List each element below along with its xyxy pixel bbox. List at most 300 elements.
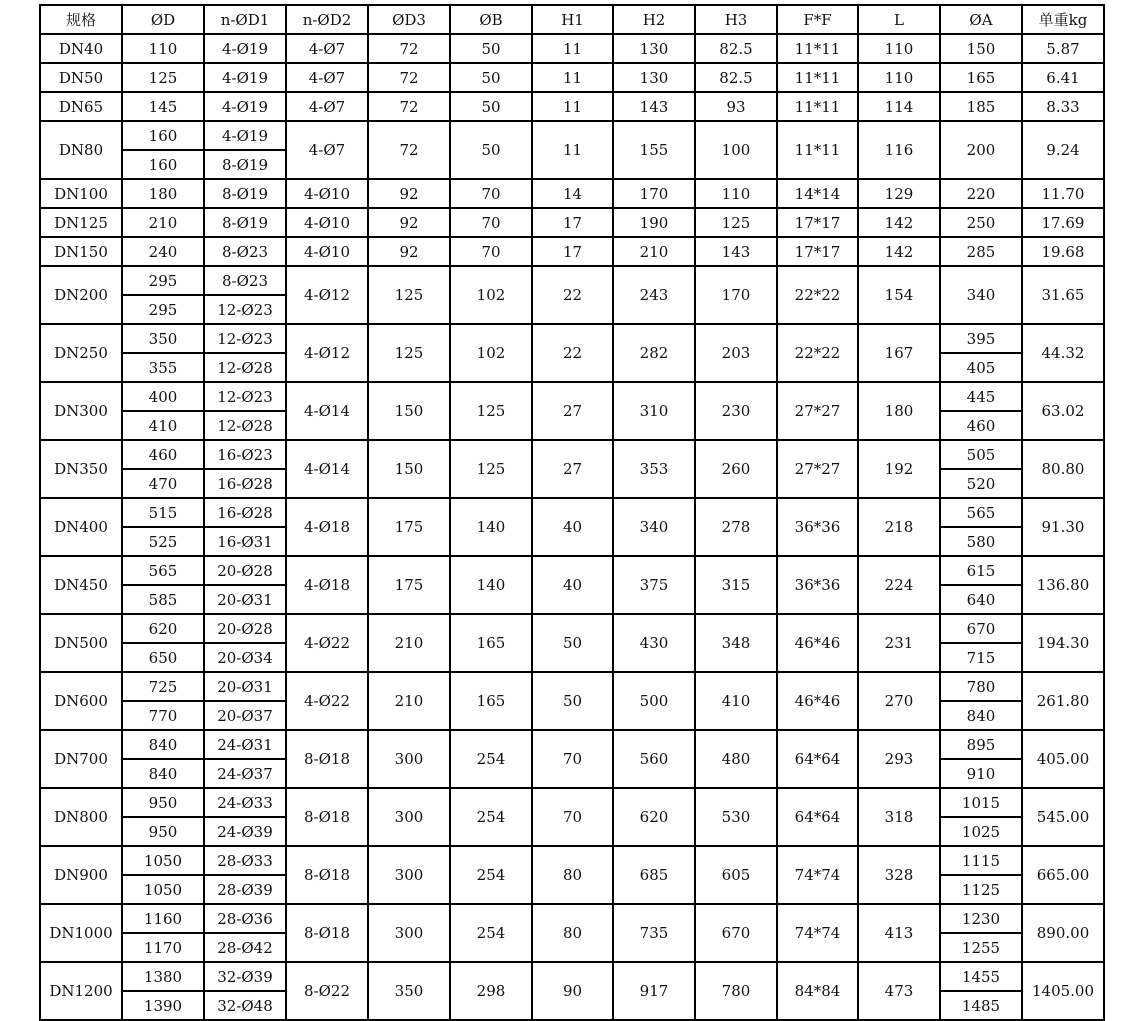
ob-cell: 70 [450, 208, 532, 237]
h1-cell: 50 [532, 614, 613, 672]
od-cell: 770 [122, 701, 204, 730]
l-cell: 167 [858, 324, 940, 382]
nd1-cell: 4-Ø19 [204, 121, 286, 150]
od-cell: 840 [122, 730, 204, 759]
table-row [40, 788, 1104, 817]
od3-cell: 300 [368, 904, 450, 962]
h3-cell: 410 [695, 672, 777, 730]
ob-cell: 254 [450, 904, 532, 962]
spec-cell: DN350 [40, 440, 122, 498]
table-row [40, 846, 1104, 875]
oa-cell: 1255 [940, 933, 1022, 962]
l-cell: 473 [858, 962, 940, 1020]
od-cell: 295 [122, 266, 204, 295]
oa-cell: 580 [940, 527, 1022, 556]
od-cell: 620 [122, 614, 204, 643]
od-cell: 355 [122, 353, 204, 382]
h1-cell: 22 [532, 324, 613, 382]
oa-cell: 250 [940, 208, 1022, 237]
table-row [40, 672, 1104, 701]
table-row [40, 92, 1104, 121]
h2-cell: 155 [613, 121, 695, 179]
ff-cell: 74*74 [777, 904, 858, 962]
ff-cell: 11*11 [777, 92, 858, 121]
table-row [40, 440, 1104, 469]
spec-cell: DN900 [40, 846, 122, 904]
weight-cell: 261.80 [1022, 672, 1104, 730]
oa-cell: 445 [940, 382, 1022, 411]
oa-cell: 200 [940, 121, 1022, 179]
oa-cell: 1485 [940, 991, 1022, 1020]
oa-cell: 895 [940, 730, 1022, 759]
nd1-cell: 20-Ø31 [204, 585, 286, 614]
spec-cell: DN100 [40, 179, 122, 208]
l-cell: 318 [858, 788, 940, 846]
ob-cell: 50 [450, 92, 532, 121]
column-header: L [858, 5, 940, 34]
ff-cell: 14*14 [777, 179, 858, 208]
nd1-cell: 20-Ø34 [204, 643, 286, 672]
nd2-cell: 4-Ø10 [286, 237, 368, 266]
oa-cell: 840 [940, 701, 1022, 730]
weight-cell: 136.80 [1022, 556, 1104, 614]
h2-cell: 917 [613, 962, 695, 1020]
weight-cell: 405.00 [1022, 730, 1104, 788]
table-row [40, 498, 1104, 527]
od3-cell: 175 [368, 498, 450, 556]
column-header: 规格 [40, 5, 122, 34]
h2-cell: 190 [613, 208, 695, 237]
oa-cell: 395 [940, 324, 1022, 353]
nd1-cell: 8-Ø19 [204, 179, 286, 208]
ob-cell: 254 [450, 788, 532, 846]
ob-cell: 50 [450, 34, 532, 63]
h2-cell: 340 [613, 498, 695, 556]
h1-cell: 11 [532, 63, 613, 92]
h1-cell: 11 [532, 121, 613, 179]
h2-cell: 210 [613, 237, 695, 266]
nd1-cell: 16-Ø28 [204, 498, 286, 527]
nd1-cell: 12-Ø23 [204, 382, 286, 411]
table-row [40, 962, 1104, 991]
spec-cell: DN450 [40, 556, 122, 614]
nd1-cell: 28-Ø39 [204, 875, 286, 904]
nd2-cell: 4-Ø14 [286, 440, 368, 498]
spec-cell: DN150 [40, 237, 122, 266]
h3-cell: 170 [695, 266, 777, 324]
oa-cell: 565 [940, 498, 1022, 527]
oa-cell: 505 [940, 440, 1022, 469]
nd1-cell: 20-Ø37 [204, 701, 286, 730]
od-cell: 565 [122, 556, 204, 585]
oa-cell: 1025 [940, 817, 1022, 846]
ff-cell: 27*27 [777, 440, 858, 498]
oa-cell: 1125 [940, 875, 1022, 904]
spec-table [39, 4, 1105, 1021]
weight-cell: 63.02 [1022, 382, 1104, 440]
od3-cell: 92 [368, 179, 450, 208]
nd2-cell: 4-Ø7 [286, 34, 368, 63]
h3-cell: 315 [695, 556, 777, 614]
h1-cell: 27 [532, 382, 613, 440]
nd2-cell: 4-Ø7 [286, 121, 368, 179]
oa-cell: 150 [940, 34, 1022, 63]
table-row [40, 266, 1104, 295]
nd1-cell: 12-Ø23 [204, 324, 286, 353]
l-cell: 224 [858, 556, 940, 614]
od3-cell: 92 [368, 237, 450, 266]
od-cell: 350 [122, 324, 204, 353]
od-cell: 160 [122, 150, 204, 179]
oa-cell: 340 [940, 266, 1022, 324]
table-row [40, 34, 1104, 63]
l-cell: 328 [858, 846, 940, 904]
ff-cell: 11*11 [777, 63, 858, 92]
ob-cell: 140 [450, 498, 532, 556]
ff-cell: 36*36 [777, 556, 858, 614]
h3-cell: 780 [695, 962, 777, 1020]
od-cell: 1050 [122, 875, 204, 904]
h2-cell: 560 [613, 730, 695, 788]
od3-cell: 72 [368, 34, 450, 63]
h1-cell: 70 [532, 788, 613, 846]
od3-cell: 125 [368, 324, 450, 382]
column-header: H3 [695, 5, 777, 34]
nd1-cell: 4-Ø19 [204, 34, 286, 63]
weight-cell: 890.00 [1022, 904, 1104, 962]
l-cell: 218 [858, 498, 940, 556]
h3-cell: 605 [695, 846, 777, 904]
ob-cell: 165 [450, 672, 532, 730]
ff-cell: 22*22 [777, 324, 858, 382]
weight-cell: 19.68 [1022, 237, 1104, 266]
column-header: 单重kg [1022, 5, 1104, 34]
weight-cell: 5.87 [1022, 34, 1104, 63]
l-cell: 413 [858, 904, 940, 962]
spec-cell: DN1000 [40, 904, 122, 962]
od3-cell: 350 [368, 962, 450, 1020]
ff-cell: 84*84 [777, 962, 858, 1020]
weight-cell: 8.33 [1022, 92, 1104, 121]
od-cell: 470 [122, 469, 204, 498]
od-cell: 125 [122, 63, 204, 92]
h1-cell: 11 [532, 92, 613, 121]
spec-cell: DN600 [40, 672, 122, 730]
oa-cell: 910 [940, 759, 1022, 788]
nd1-cell: 4-Ø19 [204, 92, 286, 121]
od-cell: 950 [122, 817, 204, 846]
spec-cell: DN80 [40, 121, 122, 179]
l-cell: 129 [858, 179, 940, 208]
od3-cell: 175 [368, 556, 450, 614]
weight-cell: 31.65 [1022, 266, 1104, 324]
nd1-cell: 28-Ø36 [204, 904, 286, 933]
od-cell: 585 [122, 585, 204, 614]
ff-cell: 27*27 [777, 382, 858, 440]
ob-cell: 50 [450, 121, 532, 179]
oa-cell: 220 [940, 179, 1022, 208]
od-cell: 400 [122, 382, 204, 411]
ob-cell: 165 [450, 614, 532, 672]
nd2-cell: 4-Ø18 [286, 556, 368, 614]
h3-cell: 100 [695, 121, 777, 179]
h1-cell: 40 [532, 556, 613, 614]
nd1-cell: 24-Ø33 [204, 788, 286, 817]
h1-cell: 17 [532, 237, 613, 266]
h1-cell: 80 [532, 904, 613, 962]
spec-cell: DN65 [40, 92, 122, 121]
ob-cell: 102 [450, 266, 532, 324]
weight-cell: 91.30 [1022, 498, 1104, 556]
nd1-cell: 8-Ø23 [204, 266, 286, 295]
column-header: ØD [122, 5, 204, 34]
nd2-cell: 4-Ø10 [286, 179, 368, 208]
ff-cell: 64*64 [777, 788, 858, 846]
od-cell: 525 [122, 527, 204, 556]
h3-cell: 278 [695, 498, 777, 556]
ff-cell: 46*46 [777, 672, 858, 730]
nd2-cell: 8-Ø18 [286, 730, 368, 788]
ff-cell: 64*64 [777, 730, 858, 788]
weight-cell: 9.24 [1022, 121, 1104, 179]
h3-cell: 110 [695, 179, 777, 208]
nd2-cell: 8-Ø22 [286, 962, 368, 1020]
nd1-cell: 28-Ø42 [204, 933, 286, 962]
nd2-cell: 8-Ø18 [286, 904, 368, 962]
nd1-cell: 8-Ø19 [204, 208, 286, 237]
table-header [40, 5, 1104, 34]
nd1-cell: 16-Ø31 [204, 527, 286, 556]
od-cell: 145 [122, 92, 204, 121]
nd1-cell: 20-Ø31 [204, 672, 286, 701]
ob-cell: 70 [450, 237, 532, 266]
oa-cell: 460 [940, 411, 1022, 440]
spec-cell: DN200 [40, 266, 122, 324]
nd1-cell: 24-Ø31 [204, 730, 286, 759]
h2-cell: 130 [613, 34, 695, 63]
l-cell: 142 [858, 237, 940, 266]
ob-cell: 102 [450, 324, 532, 382]
nd1-cell: 32-Ø48 [204, 991, 286, 1020]
weight-cell: 665.00 [1022, 846, 1104, 904]
nd1-cell: 24-Ø37 [204, 759, 286, 788]
table-row [40, 904, 1104, 933]
spec-cell: DN700 [40, 730, 122, 788]
weight-cell: 17.69 [1022, 208, 1104, 237]
h1-cell: 14 [532, 179, 613, 208]
spec-cell: DN40 [40, 34, 122, 63]
nd2-cell: 4-Ø12 [286, 266, 368, 324]
oa-cell: 670 [940, 614, 1022, 643]
h2-cell: 353 [613, 440, 695, 498]
nd1-cell: 16-Ø28 [204, 469, 286, 498]
l-cell: 293 [858, 730, 940, 788]
nd1-cell: 20-Ø28 [204, 556, 286, 585]
h2-cell: 310 [613, 382, 695, 440]
l-cell: 180 [858, 382, 940, 440]
od-cell: 410 [122, 411, 204, 440]
h1-cell: 70 [532, 730, 613, 788]
od3-cell: 150 [368, 440, 450, 498]
nd1-cell: 12-Ø23 [204, 295, 286, 324]
oa-cell: 715 [940, 643, 1022, 672]
ff-cell: 36*36 [777, 498, 858, 556]
od3-cell: 300 [368, 730, 450, 788]
header-row [40, 5, 1104, 34]
od-cell: 240 [122, 237, 204, 266]
od-cell: 650 [122, 643, 204, 672]
h1-cell: 17 [532, 208, 613, 237]
table-row [40, 614, 1104, 643]
table-row [40, 730, 1104, 759]
nd2-cell: 4-Ø14 [286, 382, 368, 440]
h3-cell: 530 [695, 788, 777, 846]
nd1-cell: 4-Ø19 [204, 63, 286, 92]
ob-cell: 125 [450, 382, 532, 440]
h2-cell: 143 [613, 92, 695, 121]
od-cell: 1160 [122, 904, 204, 933]
h3-cell: 143 [695, 237, 777, 266]
h1-cell: 50 [532, 672, 613, 730]
column-header: H2 [613, 5, 695, 34]
column-header: ØB [450, 5, 532, 34]
od3-cell: 300 [368, 846, 450, 904]
weight-cell: 6.41 [1022, 63, 1104, 92]
od-cell: 1170 [122, 933, 204, 962]
table-row [40, 382, 1104, 411]
oa-cell: 1230 [940, 904, 1022, 933]
nd1-cell: 8-Ø23 [204, 237, 286, 266]
ob-cell: 70 [450, 179, 532, 208]
l-cell: 142 [858, 208, 940, 237]
weight-cell: 545.00 [1022, 788, 1104, 846]
column-header: n-ØD2 [286, 5, 368, 34]
h2-cell: 500 [613, 672, 695, 730]
ff-cell: 46*46 [777, 614, 858, 672]
spec-cell: DN250 [40, 324, 122, 382]
column-header: H1 [532, 5, 613, 34]
od-cell: 160 [122, 121, 204, 150]
od-cell: 515 [122, 498, 204, 527]
column-header: ØA [940, 5, 1022, 34]
nd1-cell: 8-Ø19 [204, 150, 286, 179]
h3-cell: 125 [695, 208, 777, 237]
nd2-cell: 8-Ø18 [286, 788, 368, 846]
oa-cell: 1455 [940, 962, 1022, 991]
od3-cell: 92 [368, 208, 450, 237]
nd1-cell: 28-Ø33 [204, 846, 286, 875]
od3-cell: 300 [368, 788, 450, 846]
column-header: n-ØD1 [204, 5, 286, 34]
spec-cell: DN500 [40, 614, 122, 672]
oa-cell: 1015 [940, 788, 1022, 817]
h3-cell: 203 [695, 324, 777, 382]
h2-cell: 375 [613, 556, 695, 614]
oa-cell: 615 [940, 556, 1022, 585]
l-cell: 110 [858, 63, 940, 92]
nd1-cell: 12-Ø28 [204, 353, 286, 382]
oa-cell: 640 [940, 585, 1022, 614]
ob-cell: 298 [450, 962, 532, 1020]
nd1-cell: 12-Ø28 [204, 411, 286, 440]
spec-cell: DN400 [40, 498, 122, 556]
h2-cell: 130 [613, 63, 695, 92]
nd2-cell: 8-Ø18 [286, 846, 368, 904]
ob-cell: 254 [450, 730, 532, 788]
ob-cell: 140 [450, 556, 532, 614]
table-row [40, 63, 1104, 92]
od3-cell: 210 [368, 672, 450, 730]
od3-cell: 72 [368, 63, 450, 92]
nd2-cell: 4-Ø7 [286, 63, 368, 92]
table-row [40, 237, 1104, 266]
od-cell: 460 [122, 440, 204, 469]
nd1-cell: 24-Ø39 [204, 817, 286, 846]
h1-cell: 40 [532, 498, 613, 556]
spec-cell: DN300 [40, 382, 122, 440]
nd2-cell: 4-Ø7 [286, 92, 368, 121]
h1-cell: 80 [532, 846, 613, 904]
table-row [40, 556, 1104, 585]
table-body [40, 34, 1104, 1020]
h2-cell: 282 [613, 324, 695, 382]
od3-cell: 210 [368, 614, 450, 672]
ob-cell: 50 [450, 63, 532, 92]
spec-cell: DN50 [40, 63, 122, 92]
od-cell: 725 [122, 672, 204, 701]
ff-cell: 17*17 [777, 208, 858, 237]
h3-cell: 480 [695, 730, 777, 788]
h2-cell: 685 [613, 846, 695, 904]
h3-cell: 670 [695, 904, 777, 962]
nd2-cell: 4-Ø22 [286, 672, 368, 730]
ff-cell: 17*17 [777, 237, 858, 266]
h2-cell: 620 [613, 788, 695, 846]
od3-cell: 150 [368, 382, 450, 440]
weight-cell: 1405.00 [1022, 962, 1104, 1020]
h1-cell: 11 [532, 34, 613, 63]
h3-cell: 260 [695, 440, 777, 498]
oa-cell: 520 [940, 469, 1022, 498]
oa-cell: 185 [940, 92, 1022, 121]
h3-cell: 348 [695, 614, 777, 672]
h1-cell: 90 [532, 962, 613, 1020]
nd1-cell: 32-Ø39 [204, 962, 286, 991]
h2-cell: 430 [613, 614, 695, 672]
table-row [40, 121, 1104, 150]
h1-cell: 27 [532, 440, 613, 498]
ff-cell: 22*22 [777, 266, 858, 324]
h2-cell: 735 [613, 904, 695, 962]
od-cell: 1380 [122, 962, 204, 991]
h2-cell: 243 [613, 266, 695, 324]
ff-cell: 11*11 [777, 34, 858, 63]
od-cell: 1390 [122, 991, 204, 1020]
nd2-cell: 4-Ø12 [286, 324, 368, 382]
spec-cell: DN1200 [40, 962, 122, 1020]
weight-cell: 80.80 [1022, 440, 1104, 498]
od-cell: 840 [122, 759, 204, 788]
spec-cell: DN125 [40, 208, 122, 237]
h3-cell: 230 [695, 382, 777, 440]
l-cell: 114 [858, 92, 940, 121]
weight-cell: 194.30 [1022, 614, 1104, 672]
oa-cell: 285 [940, 237, 1022, 266]
table-row [40, 208, 1104, 237]
ff-cell: 74*74 [777, 846, 858, 904]
l-cell: 270 [858, 672, 940, 730]
oa-cell: 780 [940, 672, 1022, 701]
